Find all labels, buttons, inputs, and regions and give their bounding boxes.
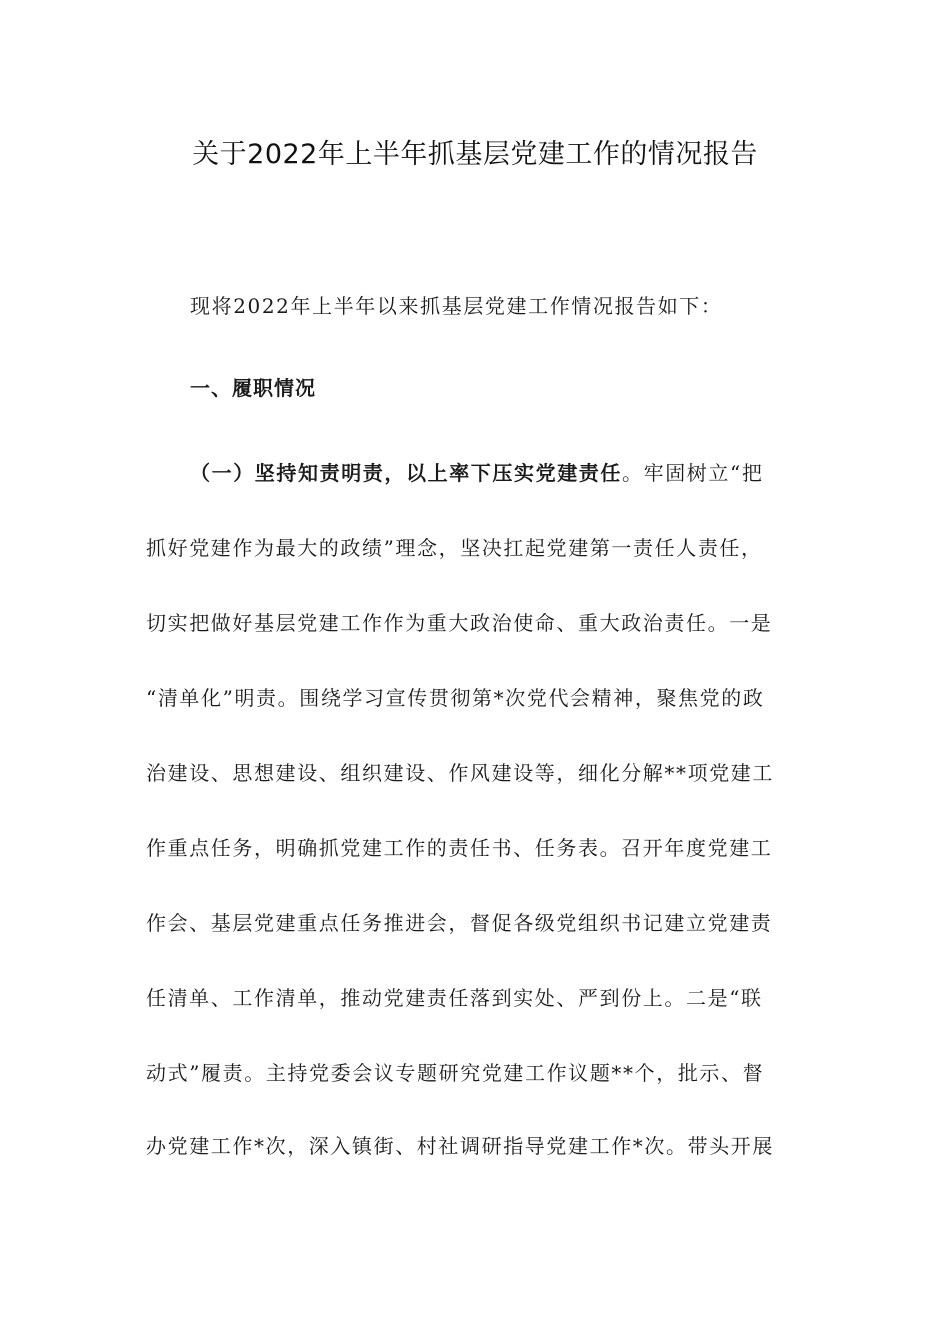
section-heading: 一、履职情况 <box>190 376 316 400</box>
paragraph-line: 切实把做好基层党建工作作为重大政治使命、重大政治责任。一是 <box>146 611 773 635</box>
paragraph-lead-rest: 。牢固树立“把 <box>622 461 764 485</box>
paragraph-line: 抓好党建作为最大的政绩”理念，坚决扛起党建第一责任人责任， <box>146 536 763 560</box>
paragraph-line: “清单化”明责。围绕学习宣传贯彻第*次党代会精神，聚焦党的政 <box>146 686 765 710</box>
paragraph-lead-bold: （一）坚持知责明责，以上率下压实党建责任 <box>190 461 622 485</box>
paragraph-line: 动式”履责。主持党委会议专题研究党建工作议题**个，批示、督 <box>146 1061 765 1085</box>
paragraph-line: 作会、基层党建重点任务推进会，督促各级党组织书记建立党建责 <box>146 911 773 935</box>
paragraph-first-line <box>190 457 763 486</box>
paragraph-line: 治建设、思想建设、组织建设、作风建设等，细化分解**项党建工 <box>146 761 774 785</box>
document-title: 关于2022年上半年抓基层党建工作的情况报告 <box>192 139 758 170</box>
intro-paragraph: 现将2022年上半年以来抓基层党建工作情况报告如下： <box>190 294 723 318</box>
paragraph-line: 办党建工作*次，深入镇街、村社调研指导党建工作*次。带头开展 <box>146 1134 774 1158</box>
paragraph-line: 作重点任务，明确抓党建工作的责任书、任务表。召开年度党建工 <box>146 836 773 860</box>
paragraph-line: 任清单、工作清单，推动党建责任落到实处、严到份上。二是“联 <box>146 986 763 1010</box>
